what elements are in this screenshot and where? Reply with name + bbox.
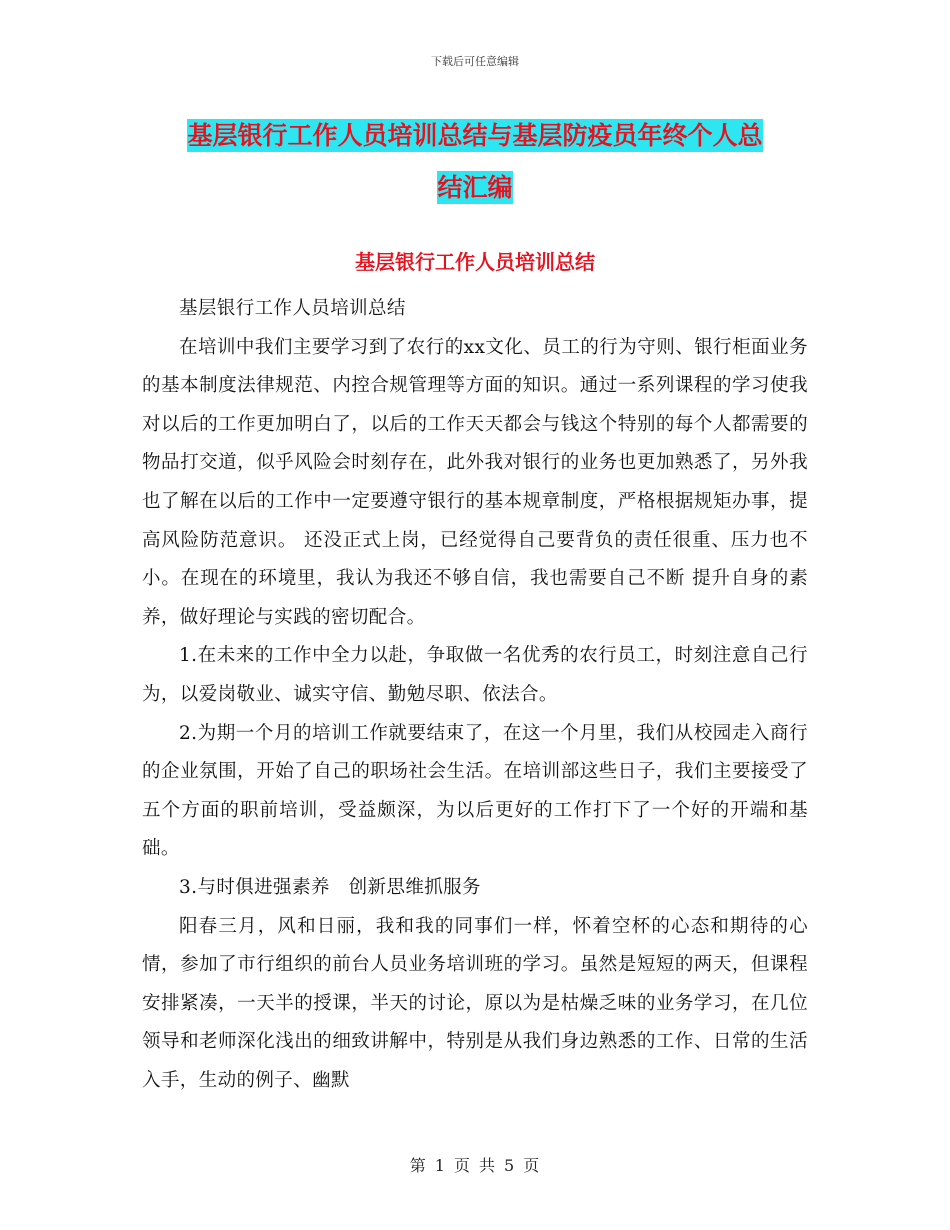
footer-total-prefix: 共 (479, 1156, 497, 1175)
paragraph: 1.在未来的工作中全力以赴，争取做一名优秀的农行员工，时刻注意自己行为，以爱岗敬业、诚实守信、勤勉尽职、依法合。 (142, 645, 808, 705)
footer-prefix: 第 (409, 1156, 427, 1175)
title-line-1: 基层银行工作人员培训总结与基层防疫员年终个人总 (187, 121, 763, 150)
paragraph: 3.与时俱进强素养 创新思维抓服务 (179, 876, 481, 898)
footer-total-suffix: 页 (523, 1156, 541, 1175)
paragraph: 在培训中我们主要学习到了农行的xx文化、员工的行为守则、银行柜面业务的基本制度法律规范、内控合规管理等方面的知识。通过一系列课程的学习使我对以后的工作更加明白了，以后的工作天天都会与钱这个特别的每个人都需要的物品打交道，似乎风险会时刻存在，此外我对银行的业务也更加熟悉了，另外我也了解在以后的工作中一定要遵守银行的基本规章制度，严格根据规矩办事，提高风险防范意识。 还没正式上岗，已经觉得自己要背负的责任很重、压力也不小。在现在的环境里，我认为我还不够自信，我也需要自己不断 提升自身的素养，做好理论与实践的密切配合。 (142, 336, 808, 628)
document-title (140, 110, 810, 214)
section-title: 基层银行工作人员培训总结 (355, 250, 595, 274)
header-note: 下载后可任意编辑 (431, 55, 519, 68)
body-text (142, 290, 808, 1100)
title-line-2: 结汇编 (437, 173, 513, 202)
current-page-number: 1 (434, 1156, 446, 1175)
page-footer (0, 1153, 950, 1176)
paragraph: 2.为期一个月的培训工作就要结束了，在这一个月里，我们从校园走入商行的企业氛围，开始了自己的职场社会生活。在培训部这些日子，我们主要接受了五个方面的职前培训，受益颇深，为以后更好的工作打下了一个好的开端和基础。 (142, 722, 808, 860)
footer-page-label: 页 (453, 1156, 471, 1175)
paragraph: 阳春三月，风和日丽，我和我的同事们一样，怀着空杯的心态和期待的心情，参加了市行组织的前台人员业务培训班的学习。虽然是短短的两天，但课程安排紧凑，一天半的授课，半天的讨论，原以为是枯燥乏味的业务学习，在几位领导和老师深化浅出的细致讲解中，特别是从我们身边熟悉的工作、日常的生活入手，生动的例子、幽默 (142, 915, 808, 1091)
paragraph: 基层银行工作人员培训总结 (179, 298, 406, 319)
total-pages-number: 5 (504, 1156, 516, 1175)
